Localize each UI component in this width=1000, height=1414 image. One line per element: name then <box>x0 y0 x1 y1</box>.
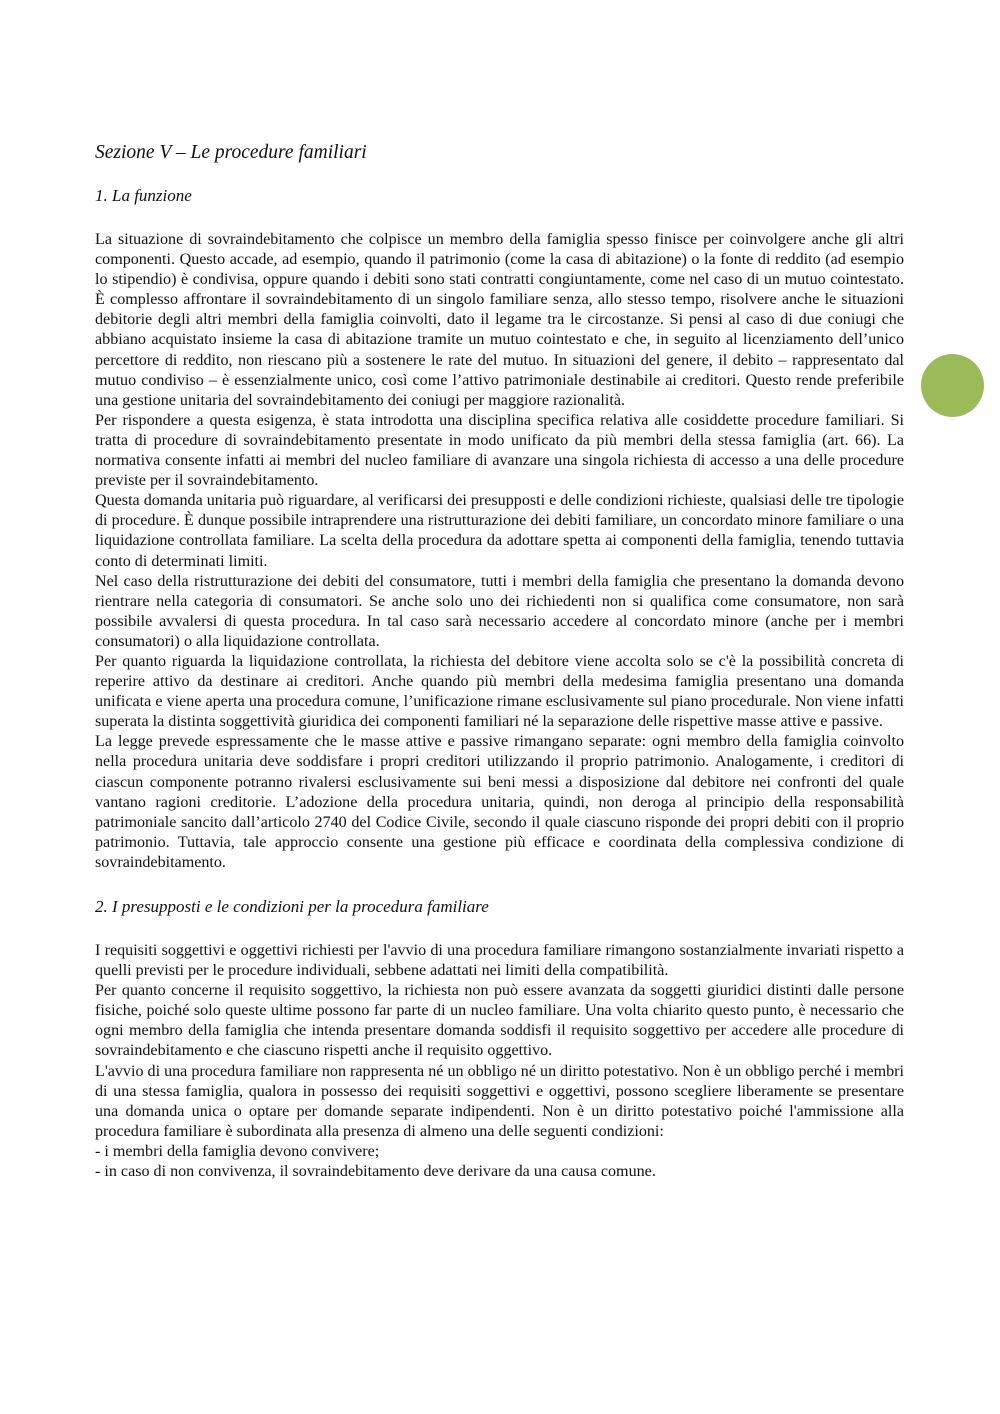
paragraph: Per quanto concerne il requisito soggettivo, la richiesta non può essere avanzata da soggetti giuridici distinti dalle persone fisiche, poiché solo queste ultime possono far parte di un nucleo familiare. Una volta chiarito questo punto, è necessario che ogni membro della famiglia che intenda presentare domanda soddisfi il requisito soggettivo per accedere alle procedure di sovraindebitamento e che ciascuno rispetti anche il requisito oggettivo. <box>95 982 904 1060</box>
decorative-green-circle <box>921 354 984 417</box>
list-item: - in caso di non convivenza, il sovraindebitamento deve derivare da una causa comune. <box>95 1163 656 1181</box>
heading-funzione: 1. La funzione <box>95 186 192 205</box>
section-title: Sezione V – Le procedure familiari <box>95 142 367 163</box>
paragraph: La legge prevede espressamente che le masse attive e passive rimangano separate: ogni membro della famiglia coinvolto nella procedura unitaria deve soddisfare i propri creditori utilizzando il proprio patrimonio. Analogamente, i creditori di ciascun componente potranno rivalersi esclusivamente sui beni messi a disposizione dal debitore nei confronti del quale vantano ragioni creditorie. L’adozione della procedura unitaria, quindi, non deroga al principio della responsabilità patrimoniale sancito dall’articolo 2740 del Codice Civile, secondo il quale ciascuno risponde dei propri debiti con il proprio patrimonio. Tuttavia, tale approccio consente una gestione più efficace e coordinata della complessiva condizione di sovraindebitamento. <box>95 733 904 871</box>
paragraph: Per rispondere a questa esigenza, è stata introdotta una disciplina specifica relativa alle cosiddette procedure familiari. Si tratta di procedure di sovraindebitamento presentate in modo unificato da più membri della stessa famiglia (art. 66). La normativa consente infatti ai membri del nucleo familiare di avanzare una singola richiesta di accesso a una delle procedure previste per il sovraindebitamento. <box>95 411 904 490</box>
paragraph: La situazione di sovraindebitamento che colpisce un membro della famiglia spesso finisce per coinvolgere anche gli altri componenti. Questo accade, ad esempio, quando il patrimonio (come la casa di abitazione) o la fonte di reddito (ad esempio lo stipendio) è condivisa, oppure quando i debiti sono stati contratti congiuntamente, come nel caso di un mutuo cointestato. È complesso affrontare il sovraindebitamento di un singolo familiare senza, allo stesso tempo, risolvere anche le situazioni debitorie degli altri membri della famiglia coinvolti, dato il legame tra le circostanze. Si pensi al caso di due coniugi che abbiano acquistato insieme la casa di abitazione tramite un mutuo cointestato e che, in seguito al licenziamento dell’unico percettore di reddito, non riescano più a sostenere le rate del mutuo. In situazioni del genere, il debito – rappresentato dal mutuo condiviso – è essenzialmente unico, così come l’attivo patrimoniale destinabile ai creditori. Questo rende preferibile una gestione unitaria del sovraindebitamento dei coniugi per maggiore razionalità. <box>95 231 904 409</box>
section-1-body <box>95 230 904 873</box>
paragraph: Questa domanda unitaria può riguardare, al verificarsi dei presupposti e delle condizioni richieste, qualsiasi delle tre tipologie di procedure. È dunque possibile intraprendere una ristrutturazione dei debiti familiare, un concordato minore familiare o una liquidazione controllata familiare. La scelta della procedura da adottare spetta ai componenti della famiglia, tenendo tuttavia conto di determinati limiti. <box>95 492 904 570</box>
page-content <box>95 141 904 1182</box>
paragraph: Per quanto riguarda la liquidazione controllata, la richiesta del debitore viene accolta solo se c'è la possibilità concreta di reperire attivo da destinare ai creditori. Anche quando più membri della medesima famiglia presentano una domanda unificata e viene aperta una procedura comune, l’unificazione rimane esclusivamente sul piano procedurale. Non viene infatti superata la distinta soggettività giuridica dei componenti familiari né la separazione delle rispettive masse attive e passive. <box>95 652 904 731</box>
paragraph: Nel caso della ristrutturazione dei debiti del consumatore, tutti i membri della famiglia che presentano la domanda devono rientrare nella categoria di consumatori. Se anche solo uno dei richiedenti non si qualifica come consumatore, non sarà possibile avvalersi di questa procedura. In tal caso sarà necessario accedere al concordato minore (anche per i membri consumatori) o alla liquidazione controllata. <box>95 572 904 650</box>
section-2-body <box>95 941 904 1182</box>
paragraph: I requisiti soggettivi e oggettivi richiesti per l'avvio di una procedura familiare rimangono sostanzialmente invariati rispetto a quelli previsti per le procedure individuali, sebbene adattati nei limiti della compatibilità. <box>95 942 904 980</box>
paragraph: L'avvio di una procedura familiare non rappresenta né un obbligo né un diritto potestativo. Non è un obbligo perché i membri di una stessa famiglia, qualora in possesso dei requisiti soggettivi e oggettivi, possono scegliere liberamente se presentare una domanda unica o optare per domande separate indipendenti. Non è un diritto potestativo poiché l'ammissione alla procedura familiare è subordinata alla presenza di almeno una delle seguenti condizioni: <box>95 1062 904 1140</box>
list-item: - i membri della famiglia devono convivere; <box>95 1142 380 1160</box>
heading-presupposti: 2. I presupposti e le condizioni per la procedura familiare <box>95 897 489 916</box>
